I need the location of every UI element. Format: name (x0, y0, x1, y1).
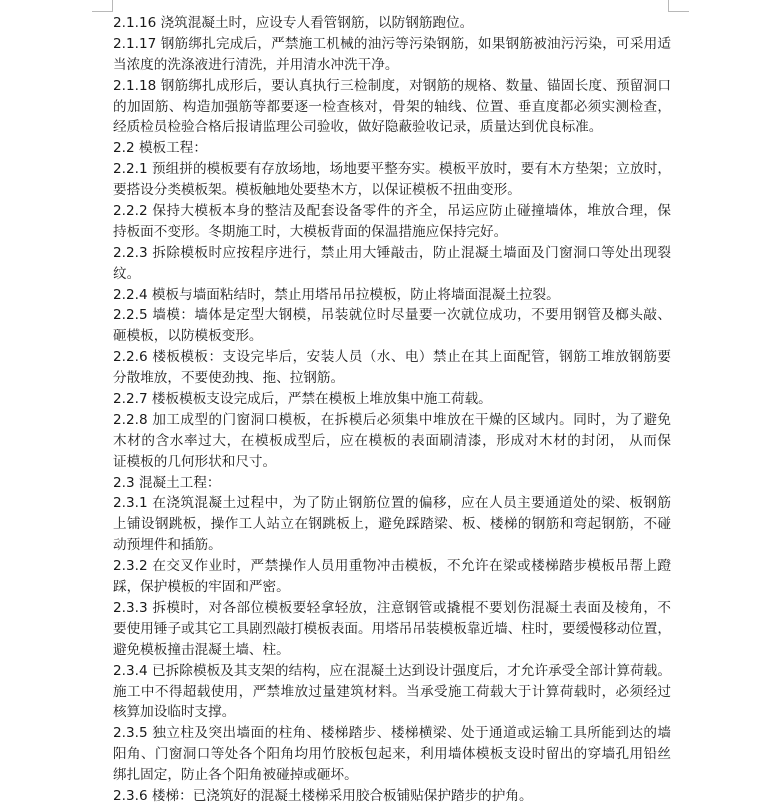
text-line: 分散堆放，不要使劲拽、拖、拉钢筋。 (113, 370, 345, 387)
text-line: 2.2.8 加工成型的门窗洞口模板，在拆模后必须集中堆放在干燥的区域内。同时，为了避免 (113, 411, 671, 428)
document-body (113, 13, 671, 807)
text-line: 阳角、门窗洞口等处各个阳角均用竹胶板包起来，利用墙体模板支设时留出的穿墙孔用铅丝 (113, 746, 671, 763)
text-line: 当浓度的洗涤液进行清洗，并用清水冲洗干净。 (113, 56, 399, 73)
text-line: 核算加设临时支撑。 (113, 704, 236, 721)
text-line: 2.3 混凝土工程： (113, 474, 221, 491)
text-line: 2.2.6 楼板模板：支设完毕后，安装人员（水、电）禁止在其上面配管，钢筋工堆放钢筋要 (113, 349, 671, 366)
text-line: 2.3.3 拆模时，对各部位模板要轻拿轻放，注意钢管或撬棍不要划伤混凝土表面及棱角，不 (113, 599, 671, 616)
crop-mark-top-right (668, 0, 689, 12)
text-line: 2.3.5 独立柱及突出墙面的柱角、楼梯踏步、楼梯横梁、处于通道或运输工具所能到达的墙 (113, 725, 671, 742)
text-line: 动预埋件和插筋。 (113, 537, 222, 554)
text-line: 施工中不得超载使用，严禁堆放过量建筑材料。当承受施工荷载大于计算荷载时，必须经过 (113, 683, 671, 700)
text-line: 2.3.2 在交叉作业时，严禁操作人员用重物冲击模板，不允许在梁或楼梯踏步模板吊帮上蹬 (113, 558, 671, 575)
text-line: 避免模板撞击混凝土墙、柱。 (113, 641, 290, 658)
text-line: 2.3.6 楼梯：已浇筑好的混凝土楼梯采用胶合板铺贴保护踏步的护角。 (113, 787, 533, 804)
text-line: 纹。 (113, 265, 141, 282)
text-line: 2.2.2 保持大模板本身的整洁及配套设备零件的齐全，吊运应防止碰撞墙体，堆放合理，保 (113, 203, 671, 220)
text-line: 2.2.7 楼板模板支设完成后，严禁在模板上堆放集中施工荷载。 (113, 391, 492, 408)
text-line: 2.2.3 拆除模板时应按程序进行，禁止用大锤敲击，防止混凝土墙面及门窗洞口等处出现裂 (113, 244, 671, 261)
text-line: 砸模板，以防模板变形。 (113, 328, 263, 345)
text-line: 绑扎固定，防止各个阳角被碰掉或砸坏。 (113, 767, 358, 784)
text-line: 的加固筋、构造加强筋等都要逐一检查核对，骨架的轴线、位置、垂直度都必须实测检查， (113, 98, 671, 115)
text-line: 持板面不变形。冬期施工时，大模板背面的保温措施应保持完好。 (113, 223, 508, 240)
text-line: 踩，保护模板的牢固和严密。 (113, 579, 290, 596)
text-line: 2.2.4 模板与墙面粘结时，禁止用塔吊吊拉模板，防止将墙面混凝土拉裂。 (113, 286, 560, 303)
text-line: 2.1.18 钢筋绑扎成形后，要认真执行三检制度，对钢筋的规格、数量、锚固长度、预留洞口 (113, 77, 671, 94)
text-line: 经质检员检验合格后报请监理公司验收，做好隐蔽验收记录，质量达到优良标准。 (113, 119, 603, 136)
text-line: 2.2.1 预组拼的模板要有存放场地，场地要平整夯实。模板平放时，要有木方垫架；立放时， (113, 161, 671, 178)
text-line: 证模板的几何形状和尺寸。 (113, 453, 277, 470)
text-line: 木材的含水率过大，在模板成型后，应在模板的表面刷清漆，形成对木材的封闭， 从而保 (113, 432, 671, 449)
text-line: 2.1.17 钢筋绑扎完成后，严禁施工机械的油污等污染钢筋，如果钢筋被油污污染，可采用适 (113, 35, 671, 52)
text-line: 2.2 模板工程： (113, 140, 207, 157)
text-line: 要搭设分类模板架。模板触地处要垫木方，以保证模板不扭曲变形。 (113, 182, 521, 199)
text-line: 2.1.16 浇筑混凝土时，应设专人看管钢筋，以防钢筋跑位。 (113, 15, 474, 31)
crop-mark-top-left (92, 0, 113, 12)
text-line: 2.2.5 墙模：墙体是定型大钢模，吊装就位时尽量要一次就位成功，不要用钢管及榔头敲、 (113, 307, 671, 324)
text-line: 2.3.4 已拆除模板及其支架的结构，应在混凝土达到设计强度后，才允许承受全部计算荷载。 (113, 662, 671, 679)
text-line: 要使用锤子或其它工具剧烈敲打模板表面。用塔吊吊装模板靠近墙、柱时，要缓慢移动位置， (113, 620, 671, 637)
text-line: 2.3.1 在浇筑混凝土过程中，为了防止钢筋位置的偏移，应在人员主要通道处的梁、板钢筋 (113, 495, 671, 512)
text-line: 上铺设钢跳板，操作工人站立在钢跳板上，避免踩踏梁、板、楼梯的钢筋和弯起钢筋，不碰 (113, 516, 671, 533)
